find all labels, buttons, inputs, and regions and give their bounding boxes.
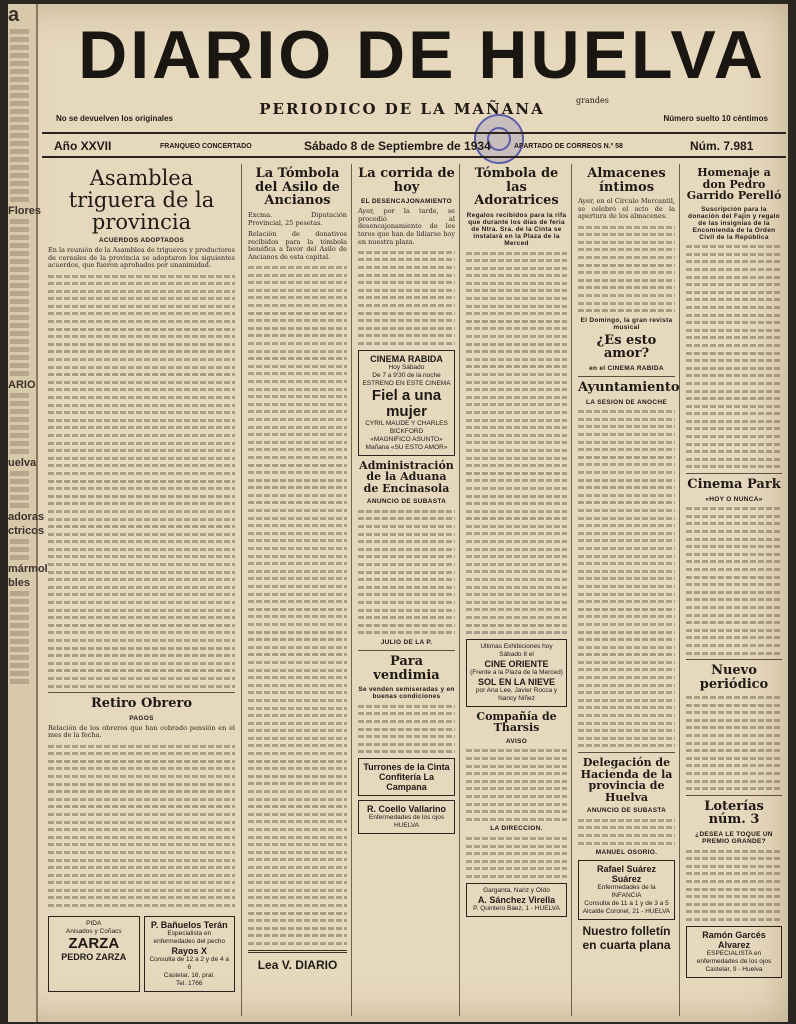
ad-brand: ZARZA — [68, 934, 120, 952]
article-body — [578, 819, 675, 845]
ad-brand: CINEMA RABIDA — [370, 353, 443, 364]
ad-text: PIDA — [86, 919, 102, 927]
cinema-rabida-ad — [358, 350, 455, 456]
ad-brand: A. Sánchez Virella — [477, 894, 556, 905]
ad-text: De 7 a 9'30 de la noche — [372, 371, 441, 379]
ad-text: HUELVA — [393, 821, 420, 829]
ad-text: Enfermedades de los ojos — [368, 813, 445, 821]
newspaper-page — [8, 4, 788, 1022]
masthead-fragment: grandes — [576, 96, 609, 105]
ad-text: ESTRENO EN ESTE CINEMA — [362, 379, 451, 387]
ad-text: PEDRO ZARZA — [61, 951, 127, 962]
ad-text: Mañana «SU ESTO AMOR» — [365, 443, 448, 451]
prev-page-fragment: adoras — [8, 511, 45, 523]
article-kicker: en el CINEMA RABIDA — [589, 365, 664, 373]
article-kicker: ACUERDOS ADOPTADOS — [98, 237, 185, 245]
article-headline: Cinema Park — [687, 477, 781, 493]
ad-text: «MAGNIFICO ASUNTO» — [370, 435, 443, 443]
article-body — [466, 837, 567, 878]
article-headline: La Tómbola del Asilo de Ancianos — [255, 166, 340, 209]
prev-page-fragment: bles — [8, 577, 31, 589]
article-body — [686, 507, 782, 654]
ad-text: Alcalde Coronel, 21 - HUELVA — [582, 908, 671, 916]
article-kicker: AVISO — [505, 737, 528, 745]
article-headline: Retiro Obrero — [90, 696, 193, 712]
article-headline: Compañía de Tharsis — [476, 709, 557, 735]
ad-brand: R. Coello Vallarino — [366, 803, 447, 814]
article-lead: En la reunión de la Asamblea de trigueros y productores de cereales de la provincia se adoptaron los siguientes acuerdos, que fueron aprobados por unanimidad. — [48, 246, 235, 270]
masthead — [42, 12, 786, 130]
prev-page-fragment: ctricos — [8, 525, 45, 537]
ad-text: Ultimas Exhibiciones hoy Sábado 8 el — [480, 642, 553, 658]
article-kicker: PAGOS — [129, 714, 154, 722]
ad-brand: Turrones de la Cinta — [363, 761, 450, 772]
banuelos-ad — [144, 916, 236, 992]
folletin-notice: Nuestro folletín en cuarta plana — [582, 924, 671, 953]
prev-page-fragment: Flores — [8, 205, 42, 217]
newspaper-title: DIARIO DE HUELVA — [78, 17, 766, 93]
prev-page-fragment: a — [8, 4, 20, 26]
ad-brand: Ramón Garcés Alvarez — [702, 929, 766, 950]
cine-oriente-ad — [466, 639, 567, 707]
ad-text: Enfermedades de la INFANCIA — [597, 884, 656, 900]
ad-text: ESPECIALISTA en enfermedades de los ojos — [696, 949, 772, 965]
article-headline: Homenaje a don Pedro Garrido Perelló — [686, 166, 782, 203]
article-body — [466, 749, 567, 820]
article-body — [578, 410, 675, 747]
po-box: APARTADO DE CORREOS N.º 58 — [514, 143, 623, 150]
subscriber-list — [686, 245, 782, 468]
article-kicker: Se venden semiseradas y en buenas condiciones — [358, 686, 455, 701]
article-signature: MANUEL OSORIO. — [595, 849, 658, 857]
turrones-ad — [358, 758, 455, 796]
prev-page-fragment: uelva — [8, 457, 37, 469]
donor-list — [248, 266, 347, 945]
article-body — [686, 696, 782, 790]
issue-date: Sábado 8 de Septiembre de 1934 — [304, 139, 491, 153]
prev-page-fragment: ARIO — [8, 379, 36, 391]
garces-ad — [686, 926, 782, 978]
ad-text: Especialista en enfermedades del pecho — [153, 929, 226, 945]
ad-text: CYRIL MAUDE Y CHARLES BICKFORD — [365, 419, 448, 435]
revista-note: El Domingo, la gran revista musical — [580, 316, 673, 331]
article-lead: Ayer, en el Círculo Mercantil, se celebró el acto de la apertura de los almacenes. — [578, 197, 675, 221]
article-body — [48, 275, 235, 688]
dateline-bar — [42, 132, 786, 158]
film-title: SOL EN LA NIEVE — [477, 676, 555, 687]
ad-text: Hoy Sábado — [388, 363, 425, 371]
article-kicker: ANUNCIO DE SUBASTA — [586, 807, 667, 815]
article-kicker: ANUNCIO DE SUBASTA — [366, 498, 447, 506]
article-headline: ¿Es esto amor? — [596, 332, 657, 362]
ad-text: Consulta de 11 a 1 y de 3 a 5 — [584, 900, 669, 908]
ad-text: Tel. 1766 — [176, 979, 203, 987]
ad-text: por Ana Lee, Javier Rocca y Nancy Niñez — [475, 686, 558, 702]
article-kicker: Regalos recibidos para la rifa que durante los días de feria de Ntra. Sra. de la Cinta se instalará en la Plaza de la Merced — [466, 211, 567, 247]
suarez-ad — [578, 860, 675, 920]
film-title: Fiel a una mujer — [371, 386, 442, 420]
volume-year: Año XXVII — [54, 139, 112, 153]
ad-text: Anisados y Coñacs — [65, 927, 122, 935]
newspaper-subtitle: PERIODICO DE LA MAÑANA — [259, 100, 545, 118]
ad-text: Confitería La Campana — [378, 771, 434, 792]
column-5 — [574, 164, 680, 1016]
ad-text: Castelar, 9 - Huelva — [705, 965, 763, 973]
postage-note: FRANQUEO CONCERTADO — [160, 143, 252, 150]
article-kicker: LA SESION DE ANOCHE — [585, 398, 668, 406]
article-body — [578, 226, 675, 313]
originals-note: No se devuelven los originales — [56, 114, 173, 123]
article-body — [358, 705, 455, 754]
column-2 — [244, 164, 352, 1016]
article-body — [466, 252, 567, 635]
article-signature: JULIO DE LA P. — [380, 638, 433, 646]
article-body — [686, 850, 782, 921]
ad-brand: P. Bañuelos Terán — [150, 919, 228, 930]
article-lead: Ayer, por la tarde, se procedió al desencajonamiento de los toros que han de lidiarse hoy en nuestra plaza. — [358, 207, 455, 246]
column-6 — [682, 164, 786, 1016]
ad-text: P. Quintero Báez, 1 - HUELVA — [473, 904, 560, 912]
article-headline: Loterías núm. 3 — [704, 798, 764, 828]
article-headline: Administración de la Aduana de Encinasola — [359, 458, 454, 495]
article-headline: Almacenes íntimos — [587, 166, 666, 195]
coello-vallarino-ad — [358, 800, 455, 834]
lea-diario-slogan: Lea V. DIARIO — [257, 957, 338, 972]
ad-brand: Rafael Suárez Suárez — [596, 864, 657, 885]
ad-brand: CINE ORIENTE — [484, 658, 549, 669]
article-headline: Tómbola de las Adoratrices — [474, 166, 559, 209]
article-kicker: «HOY O NUNCA» — [705, 495, 763, 503]
front-page — [42, 4, 786, 1022]
article-headline: Asamblea triguera de la provincia — [68, 166, 215, 235]
bottom-ads — [48, 912, 235, 996]
article-kicker: Suscripción para la donación del Fajín y regalo de las insignias de la Encomienda de la Orden Civil de la República — [688, 205, 780, 241]
article-body — [358, 510, 455, 635]
article-lead: Relación de los obreros que han cobrado pensión en el mes de la fecha. — [48, 723, 235, 740]
columns-area — [42, 164, 786, 1016]
sanchez-virella-ad — [466, 883, 567, 917]
ad-text: Castelar, 16, pral. — [163, 971, 215, 979]
article-headline: Nuevo periódico — [699, 663, 769, 692]
article-headline: Para vendimia — [373, 653, 440, 683]
article-signature: LA DIRECCION. — [490, 825, 543, 833]
article-lead: Relación de donativos recibidos para la tómbola benéfica a favor del Asilo de Ancianos de esta capital. — [248, 230, 347, 261]
article-body — [358, 251, 455, 345]
article-body — [48, 745, 235, 907]
article-lead: Excma. Diputación Provincial, 25 pesetas. — [248, 210, 347, 227]
column-3 — [354, 164, 460, 1016]
prev-page-fragment: mármol — [8, 563, 48, 575]
column-1 — [42, 164, 242, 1016]
ad-text: (Frente a la Plaza de la Merced) — [470, 668, 563, 676]
zarza-ad — [48, 916, 140, 992]
price-note: Número suelto 10 céntimos — [663, 114, 768, 123]
ad-text: Consulta de 12 a 2 y de 4 a 6 — [149, 955, 229, 971]
previous-page-edge — [8, 4, 48, 1022]
article-headline: Delegación de Hacienda de la provincia de Huelva — [580, 756, 673, 804]
article-kicker: ¿DESEA LE TOQUE UN PREMIO GRANDE? — [695, 831, 773, 846]
issue-number: Núm. 7.981 — [690, 139, 754, 153]
article-headline: Ayuntamiento — [578, 380, 680, 396]
column-4 — [462, 164, 572, 1016]
ad-text: Rayos X — [171, 945, 208, 956]
article-headline: La corrida de hoy — [358, 166, 455, 195]
article-kicker: EL DESENCAJONAMIENTO — [361, 198, 452, 206]
ad-text: Garganta, Nariz y Oído — [483, 886, 550, 894]
